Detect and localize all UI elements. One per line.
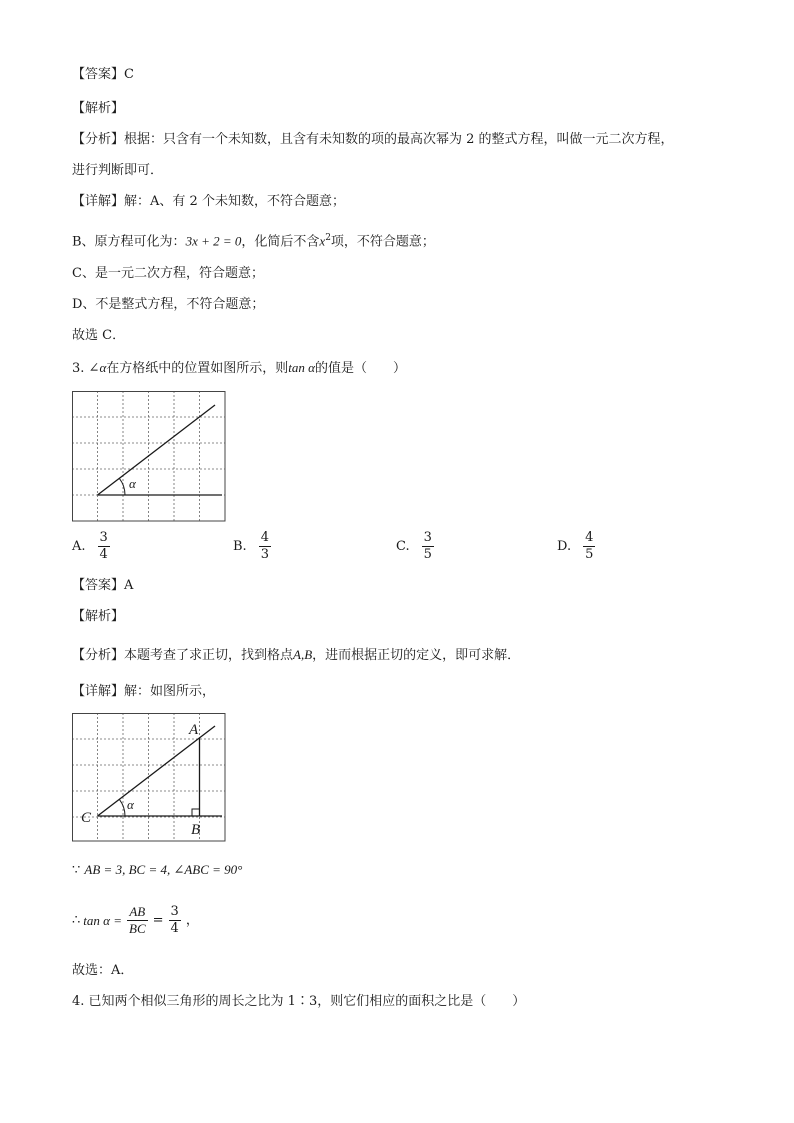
q3-conclusion: 故选：A． bbox=[72, 963, 134, 978]
fenxi-tag: 【分析】 bbox=[72, 648, 125, 663]
detail-tag: 【详解】 bbox=[72, 194, 125, 209]
angle-arc bbox=[119, 478, 125, 495]
hypotenuse-ca bbox=[98, 726, 216, 816]
equals-sign: = bbox=[152, 912, 164, 928]
because-symbol: ∵ bbox=[72, 863, 81, 878]
stem-text: 在方格纸中的位置如图所示，则 bbox=[106, 361, 289, 376]
option-a bbox=[72, 530, 112, 563]
stem-text: 已知两个相似三角形的周长之比为 1∶3，则它们相应的面积之比是（ ） bbox=[88, 994, 526, 1009]
q2-detail-a bbox=[72, 193, 345, 211]
q2-fenxi-line-1 bbox=[72, 131, 674, 149]
detail-b-suffix: 项，不符合题意； bbox=[330, 234, 435, 250]
detail-text: 解：如图所示， bbox=[124, 684, 216, 699]
q3-therefore-line bbox=[72, 904, 199, 937]
detail-b-equation: 3x + 2 = 0 bbox=[185, 233, 242, 249]
fenxi-text: 根据：只含有一个未知数，且含有未知数的项的最高次幂为 2 的整式方程，叫做一元二次方程， bbox=[124, 132, 674, 147]
stem-tan: tan α bbox=[288, 360, 315, 375]
detail-tag: 【详解】 bbox=[72, 684, 125, 699]
q2-detail-b bbox=[72, 229, 435, 251]
question-number: 3. bbox=[72, 361, 85, 376]
option-a-label: A. bbox=[72, 539, 86, 554]
q2-conclusion: 故选 C． bbox=[72, 328, 126, 343]
value-fraction: $\frac{3}{4}$ bbox=[170, 904, 179, 936]
angle-arc bbox=[119, 799, 125, 816]
q2-detail-d: D、不是整式方程，不符合题意； bbox=[72, 297, 265, 312]
option-c bbox=[396, 530, 436, 563]
fenxi-text-end: ，进而根据正切的定义，即可求解． bbox=[312, 648, 521, 663]
option-b bbox=[233, 530, 273, 563]
option-c-fraction: $\frac{3}{5}$ bbox=[423, 530, 432, 562]
answer-value: C bbox=[124, 67, 134, 82]
q2-answer-line bbox=[72, 66, 134, 84]
q3-solution-figure bbox=[72, 713, 228, 845]
answer-tag: 【答案】 bbox=[72, 67, 125, 82]
angle-ray-sloped bbox=[98, 405, 216, 495]
detail-b-variable: x bbox=[319, 233, 326, 249]
right-angle-mark bbox=[192, 809, 200, 816]
option-d-label: D. bbox=[557, 539, 572, 554]
fenxi-text: 本题考查了求正切，找到格点 bbox=[124, 648, 294, 663]
fenxi-points: A,B bbox=[293, 647, 313, 662]
detail-b-prefix: B、原方程可化为： bbox=[72, 234, 186, 250]
option-b-fraction: $\frac{4}{3}$ bbox=[260, 530, 269, 562]
answer-value: A bbox=[124, 578, 134, 593]
q3-grid-figure bbox=[72, 391, 228, 523]
angle-label: α bbox=[127, 797, 134, 812]
q2-detail-c: C、是一元二次方程，符合题意； bbox=[72, 266, 264, 281]
point-a-label: A bbox=[189, 722, 199, 738]
q4-stem bbox=[72, 993, 525, 1011]
detail-b-mid: ，化简后不含 bbox=[241, 234, 320, 250]
stem-text-end: 的值是（ ） bbox=[314, 361, 406, 376]
because-text: AB = 3, BC = 4, ∠ABC = 90° bbox=[84, 862, 243, 877]
q3-because-line bbox=[72, 861, 242, 880]
trailing-comma: ， bbox=[185, 912, 199, 928]
q2-fenxi-line-2: 进行判断即可． bbox=[72, 163, 164, 178]
therefore-symbol: ∴ bbox=[72, 912, 81, 928]
ratio-fraction: $\frac{AB}{BC}$ bbox=[129, 904, 146, 936]
q3-answer-line bbox=[72, 577, 133, 595]
fenxi-tag: 【分析】 bbox=[72, 132, 125, 147]
angle-label: α bbox=[129, 476, 136, 491]
option-d-fraction: $\frac{4}{5}$ bbox=[585, 530, 594, 562]
option-c-label: C. bbox=[396, 539, 410, 554]
q3-detail-line bbox=[72, 683, 215, 701]
option-a-fraction: $\frac{3}{4}$ bbox=[99, 530, 108, 562]
detail-b-exponent: 2 bbox=[325, 233, 331, 243]
point-c-label: C bbox=[81, 810, 92, 826]
therefore-tan: tan α = bbox=[83, 912, 122, 928]
question-number: 4. bbox=[72, 994, 85, 1009]
detail-a-text: 解：A、有 2 个未知数，不符合题意； bbox=[124, 194, 345, 209]
option-d bbox=[557, 530, 597, 563]
answer-tag: 【答案】 bbox=[72, 578, 125, 593]
q3-fenxi-line bbox=[72, 646, 520, 665]
option-b-label: B. bbox=[233, 539, 247, 554]
q3-stem bbox=[72, 359, 406, 378]
point-b-label: B bbox=[191, 822, 201, 838]
q2-analysis-heading: 【解析】 bbox=[72, 101, 125, 116]
q3-analysis-heading: 【解析】 bbox=[72, 609, 125, 624]
stem-angle: ∠α bbox=[88, 360, 107, 375]
